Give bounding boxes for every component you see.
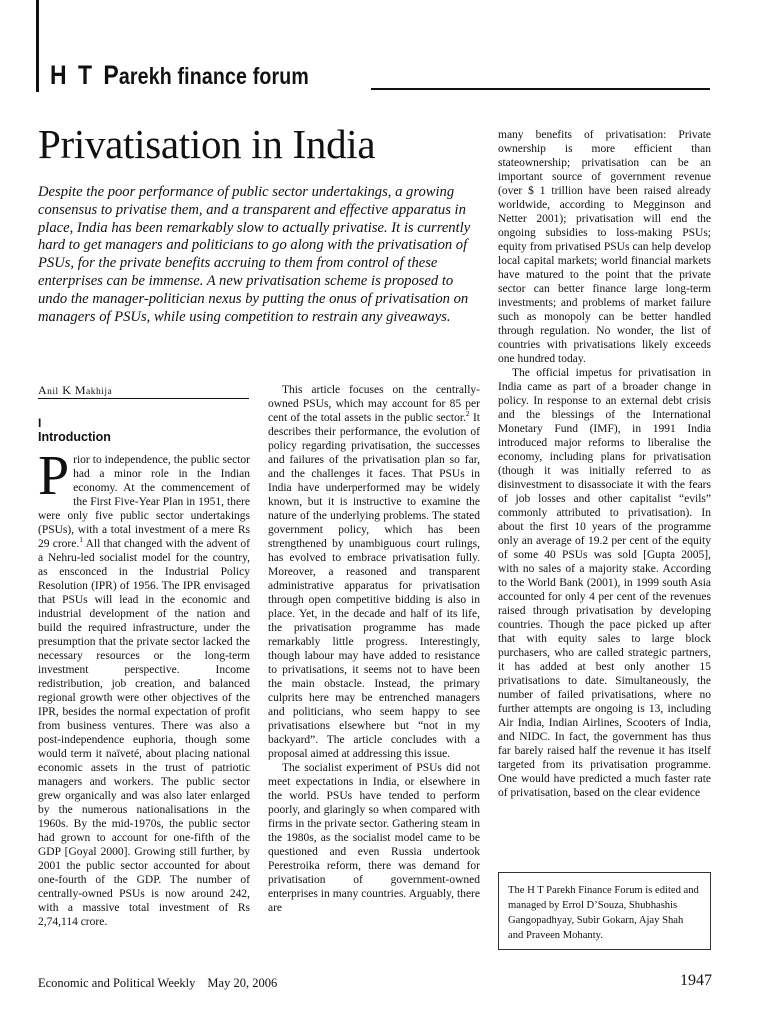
masthead-title: H T Parekh finance forum xyxy=(50,60,309,90)
editors-box: The H T Parekh Finance Forum is edited and managed by Errol D’Souza, Shubhashis Gangopadhyay, Subir Gokarn, Ajay Shah and Praveen Mohanty. xyxy=(498,872,711,950)
article-abstract: Despite the poor performance of public sector undertakings, a growing consensus to privatise them, and a transparent and effective apparatus in place, India has been remarkably slow to actually privatise. It is currently hard to get managers and politicians to go along with the privatisation of PSUs, for the private benefits accruing to them from control of these enterprises can be immense. A new privatisation scheme is proposed to undo the manager-politician nexus by putting the onus of privatisation on managers of PSUs, while using competition to restrain any giveaways. xyxy=(38,184,471,325)
paragraph: Prior to independence, the public sector had a minor role in the Indian economy. At the commencement of the First Five-Year Plan in 1951, there were only five public sector undertakings (PSUs), with a total investment of a mere Rs 29 crore.$^1$ All that changed with the advent of a Nehru-led socialist model for the country, as ensconced in the Industrial Policy Resolution (IPR) of 1956. The IPR envisaged that PSUs will lead in the economic and industrial development of the nation and build the required infrastructure, under the presumption that the private sector lacked the necessary resources or the long-term investment perspective. Income redistribution, job creation, and balanced regional growth were other objectives of the IPR, besides the normal expectation of profit from business ventures. There was also a post-independence euphoria, though some would term it naïveté, about placing national economic assets in the trust of patriotic managers and workers. The public sector grew organically and was also later enlarged by the numerous nationalisations in the 1960s. By the mid-1970s, the public sector had grown to account for one-fifth of the GDP [Goyal 2000]. Growing still further, by 2001 the public sector accounted for about one-fourth of the GDP. The number of centrally-owned PSUs is now around 242, with a massive total investment of Rs 2,74,114 crore. xyxy=(38,445,250,928)
author-rule xyxy=(38,398,249,399)
author-byline: Anil K Makhija xyxy=(38,383,113,397)
footnote-ref[interactable]: 2 xyxy=(465,409,470,419)
footer-date: May 20, 2006 xyxy=(207,976,278,990)
column-3 xyxy=(498,128,711,800)
article-title: Privatisation in India xyxy=(38,121,376,167)
masthead-vertical-rule xyxy=(36,0,39,92)
paragraph: many benefits of privatisation: Private ownership is more efficient than stateownership; privatisation can be an important source of government revenue (over $ 1 trillion have been raised already worldwide, according to Megginson and Netter 2001); privatisation will end the ongoing subsidies to loss-making PSUs; equity from privatised PSUs can help develop local capital markets; world financial markets have matured to the point that the private sector can better finance large long-term investments; and problems of market failure such as monopoly can be better handled through regulation. No wonder, the list of countries with privatisations likely exceeds one hundred today. xyxy=(498,129,711,365)
footnote-ref[interactable]: 1 xyxy=(79,535,83,545)
section-number: I xyxy=(38,416,42,430)
section-title: Introduction xyxy=(38,430,111,444)
paragraph: This article focuses on the centrally-owned PSUs, which may account for 85 per cent of the total assets in the public sector.$^2$ It describes their performance, the evolution of policy regarding privatisation, the successes and failures of the privatisation plan so far, and the challenges it faces. That PSUs in India have underperformed may be widely known, but it is instructive to examine the nature of the underlying problems. The stated government policy, which has been strengthened by unambiguous court rulings, has evolved to embrace privatisation fully. Moreover, a reasoned and transparent administrative apparatus for privatisation through open competitive bidding is also in place. Yet, in the decade and half of its life, the privatisation programme has made remarkably little progress. Interestingly, though labour may have added to resistance to privatisations, it seems not to have been the main obstacle. Instead, the primary culprits here may be entrenched managers and politicians, who seem happy to see privatisations elsewhere but “not in my backyard”. The article concludes with a proposal aimed at addressing this issue. xyxy=(268,384,480,760)
column-2 xyxy=(268,383,480,915)
paragraph: The socialist experiment of PSUs did not meet expectations in India, or elsewhere in the world. PSUs have tended to perform poorly, and glaringly so when compared with firms in the private sector. Gathering steam in the 1980s, as the socialist model came to be questioned and even Russia undertook Perestroika reform, there was demand for privatisation of government-owned enterprises in many countries. Arguably, there are xyxy=(268,762,480,914)
masthead-rule xyxy=(371,88,710,90)
footer-journal: Economic and Political Weekly May 20, 2006 xyxy=(38,976,278,990)
masthead xyxy=(50,60,710,94)
paragraph: The official impetus for privatisation in India came as part of a broader change in policy. In response to an external debt crisis and the blessings of the International Monetary Fund (IMF), in 1991 India introduced major reforms to liberalise the economy, including plans for privatisation (though it was initially referred to as disinvestment to disassociate it with the fears of job losses and other capitalist “evils” commonly attributed to privatisation). In about the first 10 years of the programme only an average of 19.2 per cent of the equity of some 40 PSUs was sold [Gupta 2005], with no sales of a majority stake. According to the World Bank (2001), in 1999 south Asia accounted for only 4 per cent of the revenues raised through privatisation by developing countries. Though the pace picked up after that with equity sales to large block purchasers, who are called strategic partners, it has added at best only another 15 privatisations to date. Simultaneously, the number of failed privatisations, where no further attempts are ongoing is 13, including Air India, Indian Airlines, Scooters of India, and NIDC. In fact, the government has thus far barely raised half the revenue it has itself targeted from its privatisation programme. One would have predicted a much faster rate of privatisation, based on the clear evidence xyxy=(498,367,711,799)
page-number: 1947 xyxy=(680,972,712,989)
drop-cap: P xyxy=(38,445,70,507)
column-1 xyxy=(38,445,250,929)
